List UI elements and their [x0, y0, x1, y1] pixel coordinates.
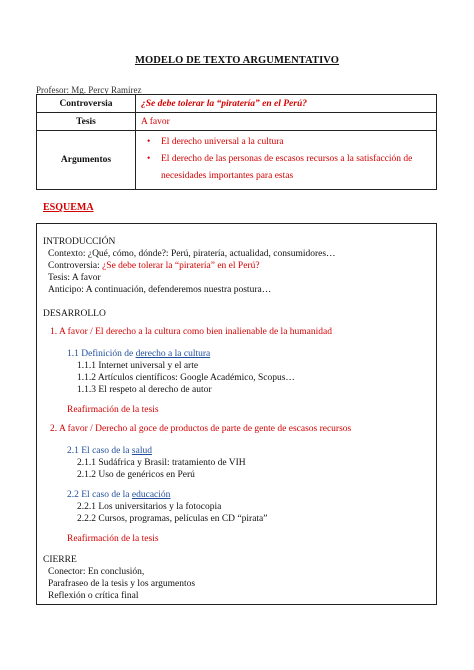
intro-controversy-label: Controversia:: [48, 261, 103, 271]
section-2-2-link: educación: [131, 490, 171, 500]
section-2-2-label: 2.2 El caso de la: [67, 490, 132, 500]
section-2-2: [67, 489, 170, 501]
intro-controversy-value: ¿Se debe tolerar la “piratería” en el Perú?: [102, 261, 260, 271]
subsection-2-2-2: 2.2.2 Cursos, programas, películas en CD “pirata”: [77, 514, 268, 524]
arguments-row: [37, 131, 437, 190]
closing-connector: Conector: En conclusión,: [48, 567, 145, 577]
closing-paraphrase: Parafraseo de la tesis y los argumentos: [48, 579, 196, 589]
section-1-1-label: 1.1 Definición de: [67, 349, 136, 359]
subsection-1-1-2: 1.1.2 Artículos científicos: Google Académico, Scopus…: [77, 373, 295, 383]
controversy-row: [37, 95, 437, 113]
intro-controversy: [48, 260, 260, 272]
intro-thesis: Tesis: A favor: [48, 273, 101, 283]
outline-heading: ESQUEMA: [43, 202, 94, 213]
reaffirmation-1: Reafirmación de la tesis: [67, 405, 159, 415]
intro-heading: INTRODUCCIÓN: [43, 237, 116, 247]
arguments-cell: [136, 131, 437, 190]
intro-preview: Anticipo: A continuación, defenderemos nuestra postura…: [48, 285, 272, 295]
argument-1-heading: 1. A favor / El derecho a la cultura como bien inalienable de la humanidad: [50, 327, 332, 337]
controversy-value: ¿Se debe tolerar la “piratería” en el Perú?: [136, 95, 437, 113]
subsection-2-1-1: 2.1.1 Sudáfrica y Brasil: tratamiento de VIH: [77, 458, 246, 468]
section-1-1-link: derecho a la cultura: [135, 349, 211, 359]
arguments-list: [141, 134, 431, 185]
outline-box: [36, 223, 437, 605]
subsection-1-1-3: 1.1.3 El respeto al derecho de autor: [77, 385, 212, 395]
subsection-2-2-1: 2.2.1 Los universitarios y la fotocopia: [77, 502, 222, 512]
closing-reflection: Reflexión o crítica final: [48, 591, 139, 601]
controversy-label: Controversia: [37, 95, 136, 113]
argument-2-heading: 2. A favor / Derecho al goce de productos de parte de gente de escasos recursos: [50, 424, 352, 434]
closing-heading: CIERRE: [43, 555, 77, 565]
arguments-label: Argumentos: [37, 131, 136, 190]
subsection-2-1-2: 2.1.2 Uso de genéricos en Perú: [77, 470, 195, 480]
argument-item: • El derecho universal a la cultura: [161, 134, 431, 151]
document-title: MODELO DE TEXTO ARGUMENTATIVO: [134, 55, 340, 66]
thesis-label: Tesis: [37, 113, 136, 131]
argument-item: • El derecho de las personas de escasos recursos a la satisfacción de necesidades importantes para estas: [161, 151, 431, 185]
thesis-value: A favor: [136, 113, 437, 131]
intro-context: Contexto: ¿Qué, cómo, dónde?: Perú, piratería, actualidad, consumidores…: [48, 249, 336, 259]
section-1-1: [67, 348, 210, 360]
section-2-1: [67, 445, 152, 457]
development-heading: DESARROLLO: [43, 309, 106, 319]
reaffirmation-2: Reafirmación de la tesis: [67, 534, 159, 544]
summary-table: [36, 94, 437, 190]
section-2-1-label: 2.1 El caso de la: [67, 446, 132, 456]
thesis-row: [37, 113, 437, 131]
subsection-1-1-1: 1.1.1 Internet universal y el arte: [77, 361, 199, 371]
teacher-name: Profesor: Mg. Percy Ramírez: [36, 85, 142, 95]
section-2-1-link: salud: [131, 446, 152, 456]
